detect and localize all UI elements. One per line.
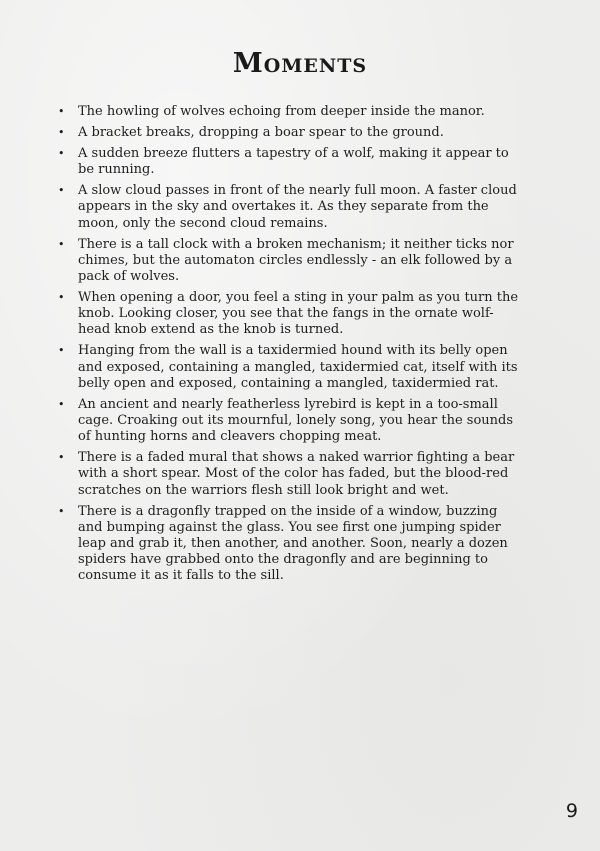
list-item [58,146,520,178]
list-item-text: There is a tall clock with a broken mechanism; it neither ticks nor chimes, but the automaton circles endlessly - an elk followed by a pack of wolves. [78,236,514,285]
bullet-icon: • [58,344,65,358]
list-item-text: The howling of wolves echoing from deeper inside the manor. [78,104,485,119]
bullet-icon: • [58,451,65,465]
list-item-text: A slow cloud passes in front of the nearly full moon. A faster cloud appears in the sky and overtakes it. As they separate from the moon, only the second cloud remains. [78,183,517,231]
list-item [58,504,520,585]
bullet-icon: • [58,147,65,160]
bullet-icon: • [58,504,65,518]
list-item [58,237,520,286]
list-item-text: A bracket breaks, dropping a boar spear to the ground. [78,125,444,140]
list-item-text: A sudden breeze flutters a tapestry of a wolf, making it appear to be running. [78,146,509,178]
moments-list [58,104,520,589]
bullet-icon: • [58,397,65,411]
list-item [58,125,520,141]
bullet-icon: • [58,237,65,251]
list-item-text: When opening a door, you feel a sting in your palm as you turn the knob. Looking closer, you see that the fangs in the ornate wolf-head knob extend as the knob is turned. [78,290,519,338]
list-item-text: There is a dragonfly trapped on the inside of a window, buzzing and bumping against the glass. You see first one jumping spider leap and grab it, then another, and another. Soon, nearly a dozen spiders have grabbed onto the dragonfly and are beginning to consume it as it falls to the sill. [78,503,508,584]
list-item-text: Hanging from the wall is a taxidermied hound with its belly open and exposed, containing a mangled, taxidermied cat, itself with its belly open and exposed, containing a mangled, taxidermied rat. [78,343,518,391]
list-item [58,104,520,120]
bullet-icon: • [58,105,65,118]
bullet-icon: • [58,184,65,198]
list-item-text: There is a faded mural that shows a naked warrior fighting a bear with a short spear. Most of the color has faded, but the blood-red scratches on the warriors flesh still look bright and wet. [78,450,515,498]
bullet-icon: • [58,126,65,139]
list-item [58,397,520,446]
list-item [58,290,520,339]
page-title: Moments [232,48,368,79]
list-item [58,343,520,392]
bullet-icon: • [58,291,65,305]
list-item [58,450,520,499]
list-item [58,183,520,232]
list-item-text: An ancient and nearly featherless lyrebird is kept in a too-small cage. Croaking out its mournful, lonely song, you hear the sounds of hunting horns and cleavers chopping meat. [78,396,514,445]
page-number: 9 [565,800,578,822]
